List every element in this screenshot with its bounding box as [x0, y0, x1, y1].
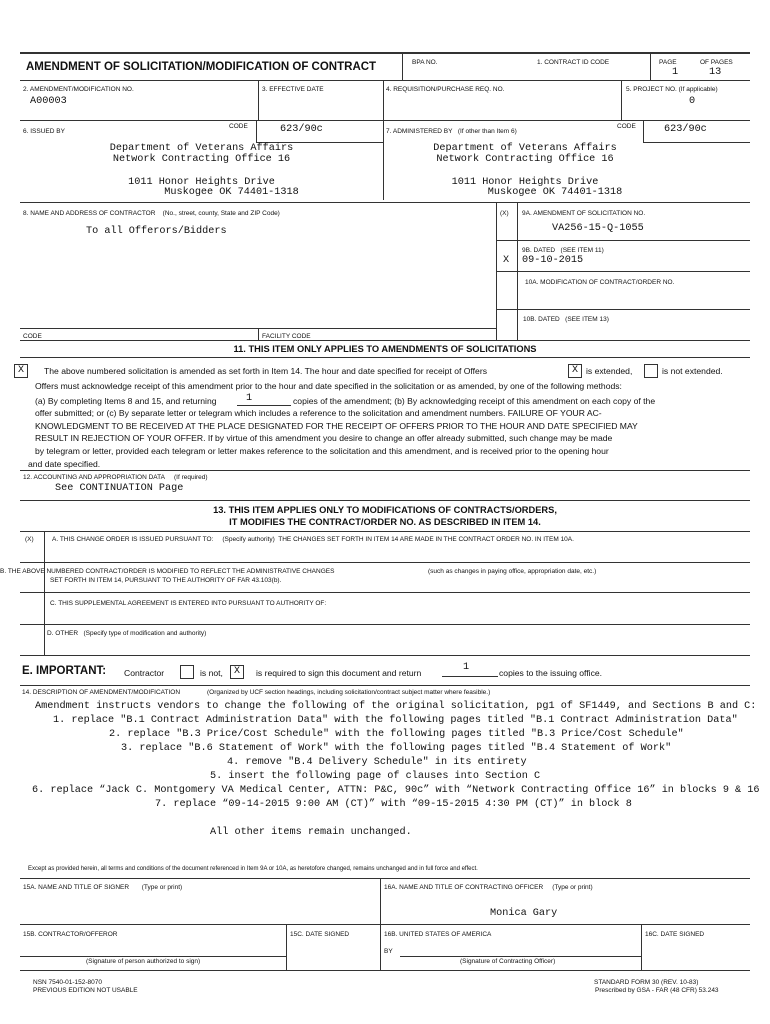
usa-label: 16B. UNITED STATES OF AMERICA [384, 931, 492, 938]
description-line-0: Amendment instructs vendors to change the following of the original solicitation, pg1 of SF1449, and Sections B and C: [35, 701, 757, 712]
date-signed-15-label: 15C. DATE SIGNED [290, 931, 350, 938]
dated-check: X [503, 255, 510, 266]
requisition-label: 4. REQUISITION/PURCHASE REQ. NO. [386, 86, 505, 93]
solicitation-no-value: VA256-15-Q-1055 [552, 223, 644, 234]
signer-label: 15A. NAME AND TITLE OF SIGNER (Type or print) [23, 884, 183, 891]
item11-line1: The above numbered solicitation is amended as set forth in Item 14. The hour and date specified for receipt of Offers [44, 366, 487, 376]
is-not-checkbox[interactable] [180, 665, 194, 679]
contractor-label: 8. NAME AND ADDRESS OF CONTRACTOR (No., street, county, State and ZIP Code) [23, 210, 280, 217]
page-number: 1 [672, 67, 679, 78]
form-title: AMENDMENT OF SOLICITATION/MODIFICATION OF CONTRACT [26, 61, 377, 73]
contractor-offeror-label: 15B. CONTRACTOR/OFFEROR [23, 931, 118, 938]
description-line-2: 2. replace "B.3 Price/Cost Schedule" with the following pages titled "B.3 Price/Cost Schedule" [109, 729, 684, 740]
important-required: is required to sign this document and return [256, 668, 422, 678]
issued-by-label: 6. ISSUED BY [23, 128, 65, 135]
description-note: (Organized by UCF section headings, including solicitation/contract subject matter where feasible.) [207, 689, 491, 696]
important-label: E. IMPORTANT: [22, 665, 107, 677]
item13-heading-2: IT MODIFIES THE CONTRACT/ORDER NO. AS DESCRIBED IN ITEM 14. [229, 517, 541, 527]
is-required-checkbox[interactable]: X [230, 665, 244, 679]
item13-d-text: D. OTHER (Specify type of modification and authority) [47, 630, 207, 637]
accounting-value: See CONTINUATION Page [55, 483, 184, 494]
description-line-4: 4. remove "B.4 Delivery Schedule" in its entirety [227, 757, 527, 768]
issuer-line-1: Department of Veterans Affairs [109, 143, 294, 154]
dated-value: 09-10-2015 [522, 255, 584, 266]
contract-id-label: 1. CONTRACT ID CODE [537, 59, 610, 66]
facility-code-label: FACILITY CODE [262, 333, 311, 340]
item11-line8: and date specified. [28, 459, 101, 469]
page-label: PAGE [659, 59, 677, 66]
dated-label: 9B. DATED (SEE ITEM 11) [522, 247, 604, 254]
item11-copies-value: 1 [246, 393, 253, 404]
admin-code-value: 623/90c [664, 124, 707, 135]
item11-line4: offer submitted; or (c) By separate letter or telegram which includes a reference to the solicitation and amendment numbers. FAILURE OF YOUR AC- [35, 408, 602, 418]
officer-name: Monica Gary [490, 908, 558, 919]
item13-c-text: C. THIS SUPPLEMENTAL AGREEMENT IS ENTERED INTO PURSUANT TO AUTHORITY OF: [50, 600, 327, 607]
description-line-6: 6. replace “Jack C. Montgomery VA Medical Center, ATTN: P&C, 90c” with “Network Contracting Office 16” in blocks 9 & 16 [32, 785, 760, 796]
bpa-label: BPA NO. [412, 59, 438, 66]
issuer-line-2: Network Contracting Office 16 [112, 154, 291, 165]
extended-checkbox[interactable]: X [568, 364, 582, 378]
issuer-line-3: 1011 Honor Heights Drive [128, 177, 275, 188]
nsn-text: NSN 7540-01-152-8070 [33, 979, 103, 986]
prescribed-text: Prescribed by GSA - FAR (48 CFR) 53.243 [595, 987, 719, 994]
standard-form-text: STANDARD FORM 30 (REV. 10-83) [594, 979, 699, 986]
modification-no-label: 10A. MODIFICATION OF CONTRACT/ORDER NO. [525, 279, 675, 286]
admin-line-1: Department of Veterans Affairs [433, 143, 617, 154]
item13-heading-1: 13. THIS ITEM APPLIES ONLY TO MODIFICATIONS OF CONTRACTS/ORDERS, [213, 505, 557, 515]
total-pages: 13 [709, 67, 722, 78]
effective-date-label: 3. EFFECTIVE DATE [262, 86, 324, 93]
issued-code-label: CODE [229, 123, 248, 130]
description-line-1: 1. replace "B.1 Contract Administration Data" with the following pages titled "B.1 Contract Administration Data" [53, 715, 738, 726]
admin-line-3: 1011 Honor Heights Drive [451, 177, 599, 188]
item11-line2: Offers must acknowledge receipt of this amendment prior to the hour and date specified in the solicitation or as amended, by one of the following methods: [35, 381, 622, 391]
item11-line3b: copies of the amendment; (b) By acknowledging receipt of this amendment on each copy of the [293, 396, 656, 406]
item11-line7: by telegram or letter, provided each telegram or letter makes reference to the solicitation and this amendment, and is received prior to the opening hour [35, 446, 609, 456]
description-line-7: 7. replace “09-14-2015 9:00 AM (CT)” with “09-15-2015 4:30 PM (CT)” in block 8 [155, 799, 632, 810]
by-label: BY [384, 948, 393, 955]
amendment-no-label: 2. AMENDMENT/MODIFICATION NO. [23, 86, 134, 93]
item13-a-text: A. THIS CHANGE ORDER IS ISSUED PURSUANT TO: (Specify authority) THE CHANGES SET FORTH IN ITEM 14 ARE MADE IN THE CONTRACT ORDER NO. IN ITEM 10A. [52, 536, 574, 543]
not-extended-checkbox[interactable] [644, 364, 658, 378]
date-signed-16-label: 16C. DATE SIGNED [645, 931, 705, 938]
important-tail: copies to the issuing office. [499, 668, 603, 678]
signature-officer: (Signature of Contracting Officer) [460, 958, 556, 965]
item13-b-text2: SET FORTH IN ITEM 14, PURSUANT TO THE AUTHORITY OF FAR 43.103(b). [50, 577, 282, 584]
amendment-no-value: A00003 [30, 96, 67, 107]
description-closing: All other items remain unchanged. [210, 827, 412, 838]
admin-line-2: Network Contracting Office 16 [436, 154, 614, 165]
item11-heading: 11. THIS ITEM ONLY APPLIES TO AMENDMENTS OF SOLICITATIONS [233, 344, 537, 354]
of-pages-label: OF PAGES [700, 59, 733, 66]
important-is-not: is not, [200, 668, 223, 678]
item13-x-label: (X) [25, 536, 34, 543]
item11-line6: RESULT IN REJECTION OF YOUR OFFER. If by virtue of this amendment you desire to change an offer already submitted, such change may be made [35, 433, 613, 443]
not-extended-label: is not extended. [662, 366, 723, 376]
item11-line5: KNOWLEDGMENT TO BE RECEIVED AT THE PLACE DESIGNATED FOR THE RECEIPT OF OFFERS PRIOR TO THE HOUR AND DATE SPECIFIED MAY [35, 421, 638, 431]
project-label: 5. PROJECT NO. (If applicable) [626, 86, 718, 93]
description-label: 14. DESCRIPTION OF AMENDMENT/MODIFICATION [22, 689, 181, 696]
item13-b-text: B. THE ABOVE NUMBERED CONTRACT/ORDER IS MODIFIED TO REFLECT THE ADMINISTRATIVE CHANGES [0, 568, 335, 575]
important-contractor: Contractor [124, 668, 165, 678]
description-line-3: 3. replace "B.6 Statement of Work" with the following pages titled "B.4 Statement of Work" [121, 743, 672, 754]
code-label: CODE [23, 333, 42, 340]
contractor-value: To all Offerors/Bidders [86, 226, 227, 237]
item11-line3a: (a) By completing Items 8 and 15, and returning [35, 396, 217, 406]
item11-amended-checkbox[interactable]: X [14, 364, 28, 378]
mod-dated-label: 10B. DATED (SEE ITEM 13) [523, 316, 609, 323]
except-text: Except as provided herein, all terms and conditions of the document referenced in Item 9A or 10A, as heretofore changed, remains unchanged and in full force and effect. [28, 866, 478, 872]
signature-person: (Signature of person authorized to sign) [86, 958, 201, 965]
officer-label: 16A. NAME AND TITLE OF CONTRACTING OFFICER (Type or print) [384, 884, 593, 891]
administered-by-label: 7. ADMINISTERED BY (If other than Item 6) [386, 128, 517, 135]
accounting-label: 12. ACCOUNTING AND APPROPRIATION DATA (If required) [23, 474, 208, 481]
issuer-line-4: Muskogee OK 74401-1318 [164, 187, 299, 198]
previous-edition-text: PREVIOUS EDITION NOT USABLE [33, 987, 138, 994]
extended-label: is extended, [586, 366, 633, 376]
admin-code-label: CODE [617, 123, 636, 130]
description-line-5: 5. insert the following page of clauses into Section C [210, 771, 541, 782]
important-copies: 1 [463, 662, 470, 673]
admin-line-4: Muskogee OK 74401-1318 [487, 187, 623, 198]
solicitation-no-label: 9A. AMENDMENT OF SOLICITATION NO. [522, 210, 646, 217]
item13-b-note: (such as changes in paying office, appropriation date, etc.) [428, 568, 597, 575]
issued-code-value: 623/90c [280, 124, 323, 135]
x-column-label: (X) [500, 210, 509, 217]
project-value: 0 [689, 96, 696, 107]
